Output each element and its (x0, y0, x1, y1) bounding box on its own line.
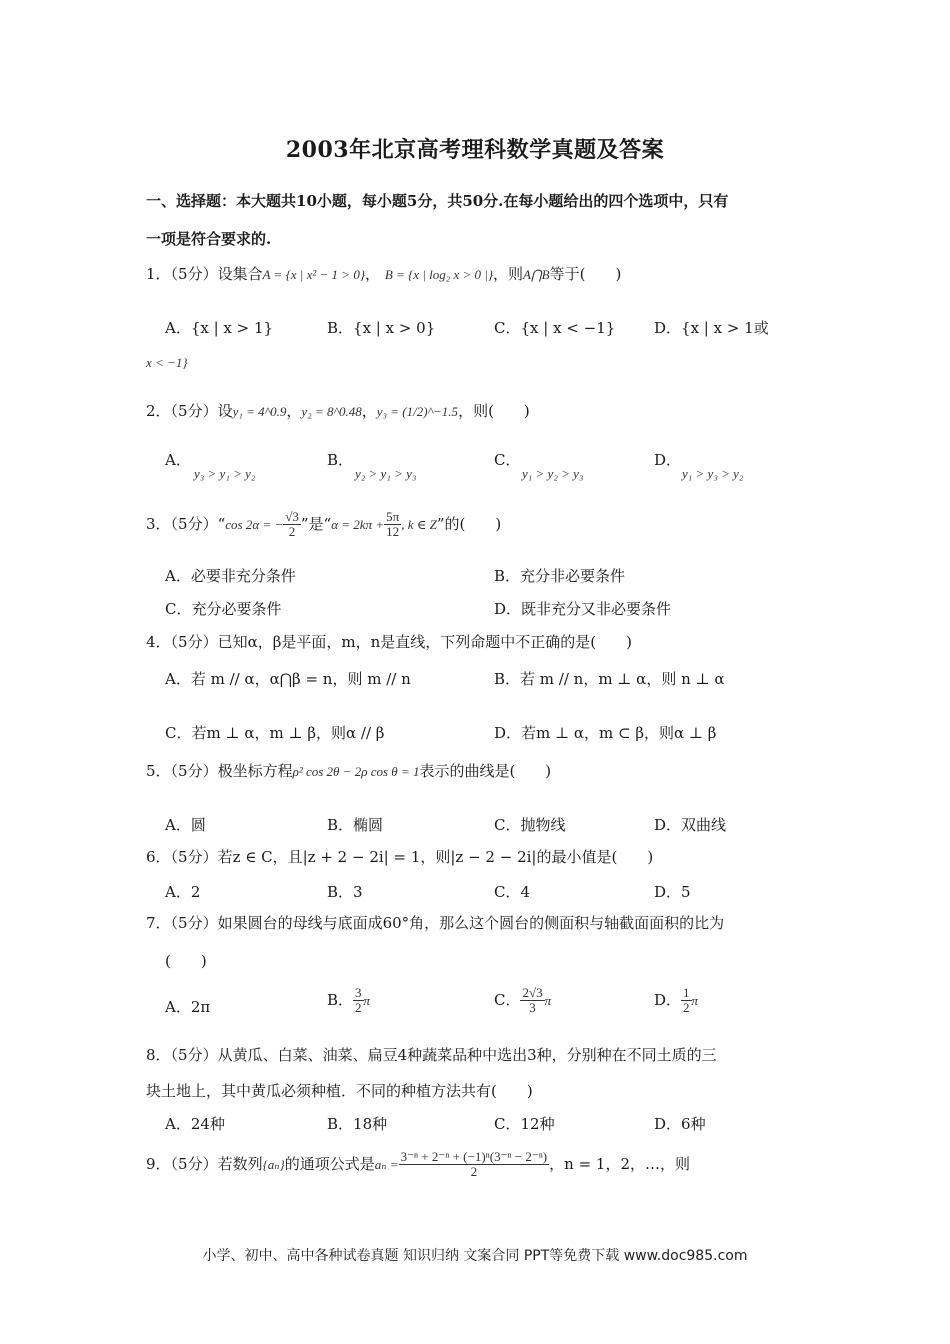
q1-intersection: A⋂B (523, 267, 550, 282)
q1-number: 1．（5分）设集合 (146, 265, 263, 283)
q5-option-a: A．圆 (165, 816, 206, 834)
question-3-stem (146, 510, 501, 540)
q1-option-d-line1: D．{x | x > 1或 (654, 319, 769, 337)
q3-cos: cos 2α = − (225, 516, 284, 532)
q7-c-den: 3 (529, 1000, 536, 1016)
q7-option-a: A．2π (165, 998, 211, 1016)
q3-frac-num: √3 (285, 509, 299, 524)
question-1-stem (146, 263, 621, 284)
q7-c-num: 2√3 (522, 985, 543, 1000)
q9-end: ，n = 1，2，…，则 (549, 1154, 690, 1173)
q5-end: 表示的曲线是( ) (419, 762, 552, 780)
q8-option-d: D．6种 (654, 1115, 706, 1133)
q2-end: ，则( ) (458, 402, 530, 420)
question-2-stem: 2．（5分）设y₁ = 4^0.9，y₂ = 8^0.48，y₃ = (1/2)^−1.5，则( ) (146, 402, 530, 420)
question-6-stem: 6．（5分）若z ∈ C，且|z + 2 − 2i| = 1，则|z − 2 − 2i|的最小值是( ) (146, 848, 654, 866)
q4-option-b: B．若 m // n，m ⊥ α，则 n ⊥ α (494, 670, 725, 688)
q2-option-a: y₃ > y₁ > y₂ (194, 466, 256, 481)
section-heading-line1: 一、选择题：本大题共10小题，每小题5分，共50分.在每小题给出的四个选项中，只有 (146, 192, 729, 210)
q7-option-c (494, 986, 551, 1016)
q7-d-den: 2 (683, 1000, 690, 1016)
q1-option-a: A．{x | x > 1} (165, 319, 274, 337)
question-8-line1: 8．（5分）从黄瓜、白菜、油菜、扁豆4种蔬菜品种中选出3种，分别种在不同土质的三 (146, 1046, 717, 1064)
q3-kz: , k ∈ Z (401, 516, 437, 532)
q2-option-b: y₂ > y₁ > y₃ (355, 466, 417, 481)
q4-option-c: C．若m ⊥ α，m ⊥ β，则α // β (165, 724, 385, 742)
footer-banner: 小学、初中、高中各种试卷真题 知识归纳 文案合同 PPT等免费下载 www.doc985.com (202, 1248, 748, 1264)
q2-option-c-label: C． (494, 451, 521, 469)
q9-frac-num: 3⁻ⁿ + 2⁻ⁿ + (−1)ⁿ(3⁻ⁿ − 2⁻ⁿ) (400, 1149, 548, 1164)
page-title: 2003年北京高考理科数学真题及答案 (285, 137, 665, 163)
q2-y2: y₂ = 8^0.48 (301, 404, 362, 419)
q4-option-a: A．若 m // α，α⋂β = n，则 m // n (165, 670, 411, 688)
q1-end: 等于( ) (549, 265, 622, 283)
question-7-line2: ( ) (165, 952, 207, 970)
q7-option-d (654, 986, 698, 1016)
q6-option-c: C．4 (494, 883, 531, 901)
q2-y3: y₃ = (1/2)^−1.5 (376, 404, 459, 419)
q8-option-a: A．24种 (165, 1115, 225, 1133)
q2-option-d-label: D． (654, 451, 682, 469)
q2-number: 2．（5分）设 (146, 402, 233, 420)
q3-frac2-num: 5π (386, 509, 400, 524)
q1-mid: ，则 (493, 265, 524, 283)
q3-alpha: α = 2kπ + (331, 516, 385, 532)
q7-option-b (327, 986, 370, 1016)
q5-number: 5．（5分）极坐标方程 (146, 762, 293, 780)
q5-option-d: D．双曲线 (654, 816, 727, 834)
q1-sep: ， (365, 265, 381, 283)
q4-option-d: D．若m ⊥ α，m ⊂ β，则α ⊥ β (494, 724, 717, 742)
q1-option-b: B．{x | x > 0} (327, 319, 436, 337)
q2-option-b-label: B． (327, 451, 354, 469)
q8-option-b: B．18种 (327, 1115, 388, 1133)
q7-d-pi: π (691, 992, 699, 1008)
q5-equation: ρ² cos 2θ − 2ρ cos θ = 1 (292, 764, 420, 779)
q9-frac-den: 2 (470, 1164, 478, 1180)
q7-option-c-fraction (520, 986, 544, 1016)
q3-frac2-den: 12 (386, 524, 400, 540)
q1-option-d-line2: x < −1} (146, 355, 188, 370)
q2-option-a-label: A． (165, 451, 191, 469)
question-8-line2: 块土地上，其中黄瓜必须种植．不同的种植方法共有( ) (146, 1082, 533, 1100)
q5-option-b: B．椭圆 (327, 816, 384, 834)
question-9-stem (146, 1150, 690, 1180)
q9-seq: {aₙ} (262, 1156, 285, 1172)
q3-fraction-5pi-over-12 (384, 510, 401, 540)
q6-option-b: B．3 (327, 883, 363, 901)
q3-end: ”的( ) (436, 514, 502, 533)
q3-option-c: C．充分必要条件 (165, 600, 282, 618)
q7-option-b-fraction (353, 986, 364, 1016)
q2-option-c: y₁ > y₂ > y₃ (522, 466, 584, 481)
question-4-stem: 4．（5分）已知α，β是平面，m，n是直线，下列命题中不正确的是( ) (146, 633, 632, 651)
q6-option-d: D．5 (654, 883, 691, 901)
q3-number: 3．（5分）“ (146, 514, 226, 533)
q7-b-pi: π (363, 992, 371, 1008)
q7-b-num: 3 (355, 985, 362, 1000)
q7-c-pi: π (544, 992, 552, 1008)
q7-option-b-label: B． (327, 990, 354, 1009)
q8-option-c: C．12种 (494, 1115, 555, 1133)
section-heading-line2: 一项是符合要求的. (146, 230, 272, 248)
q3-option-b: B．充分非必要条件 (494, 567, 626, 585)
q1-set-b: B = {x | log₂ x > 0 |} (384, 267, 494, 282)
q9-an: aₙ = (374, 1156, 399, 1172)
question-5-stem (146, 760, 551, 781)
q7-d-num: 1 (683, 985, 690, 1000)
q7-option-c-label: C． (494, 990, 521, 1009)
q2-option-d: y₁ > y₃ > y₂ (682, 466, 744, 481)
q2-y1: y₁ = 4^0.9 (232, 404, 287, 419)
q3-fraction-sqrt3-over-2 (283, 510, 301, 540)
q1-set-a: A = {x | x² − 1 > 0} (262, 267, 366, 282)
q5-option-c: C．抛物线 (494, 816, 566, 834)
q7-b-den: 2 (355, 1000, 362, 1016)
q1-option-c: C．{x | x < −1} (494, 319, 616, 337)
q3-option-d: D．既非充分又非必要条件 (494, 600, 672, 618)
q9-number: 9．（5分）若数列 (146, 1154, 263, 1173)
q3-option-a: A．必要非充分条件 (165, 567, 296, 585)
q6-option-a: A．2 (165, 883, 201, 901)
q3-mid: ”是“ (300, 514, 332, 533)
q7-option-d-fraction (681, 986, 692, 1016)
q9-mid: 的通项公式是 (284, 1154, 375, 1173)
q9-fraction (399, 1150, 550, 1180)
question-7-line1: 7．（5分）如果圆台的母线与底面成60°角，那么这个圆台的侧面积与轴截面面积的比为 (146, 914, 725, 932)
q7-option-d-label: D． (654, 990, 682, 1009)
q3-frac-den: 2 (288, 524, 296, 540)
